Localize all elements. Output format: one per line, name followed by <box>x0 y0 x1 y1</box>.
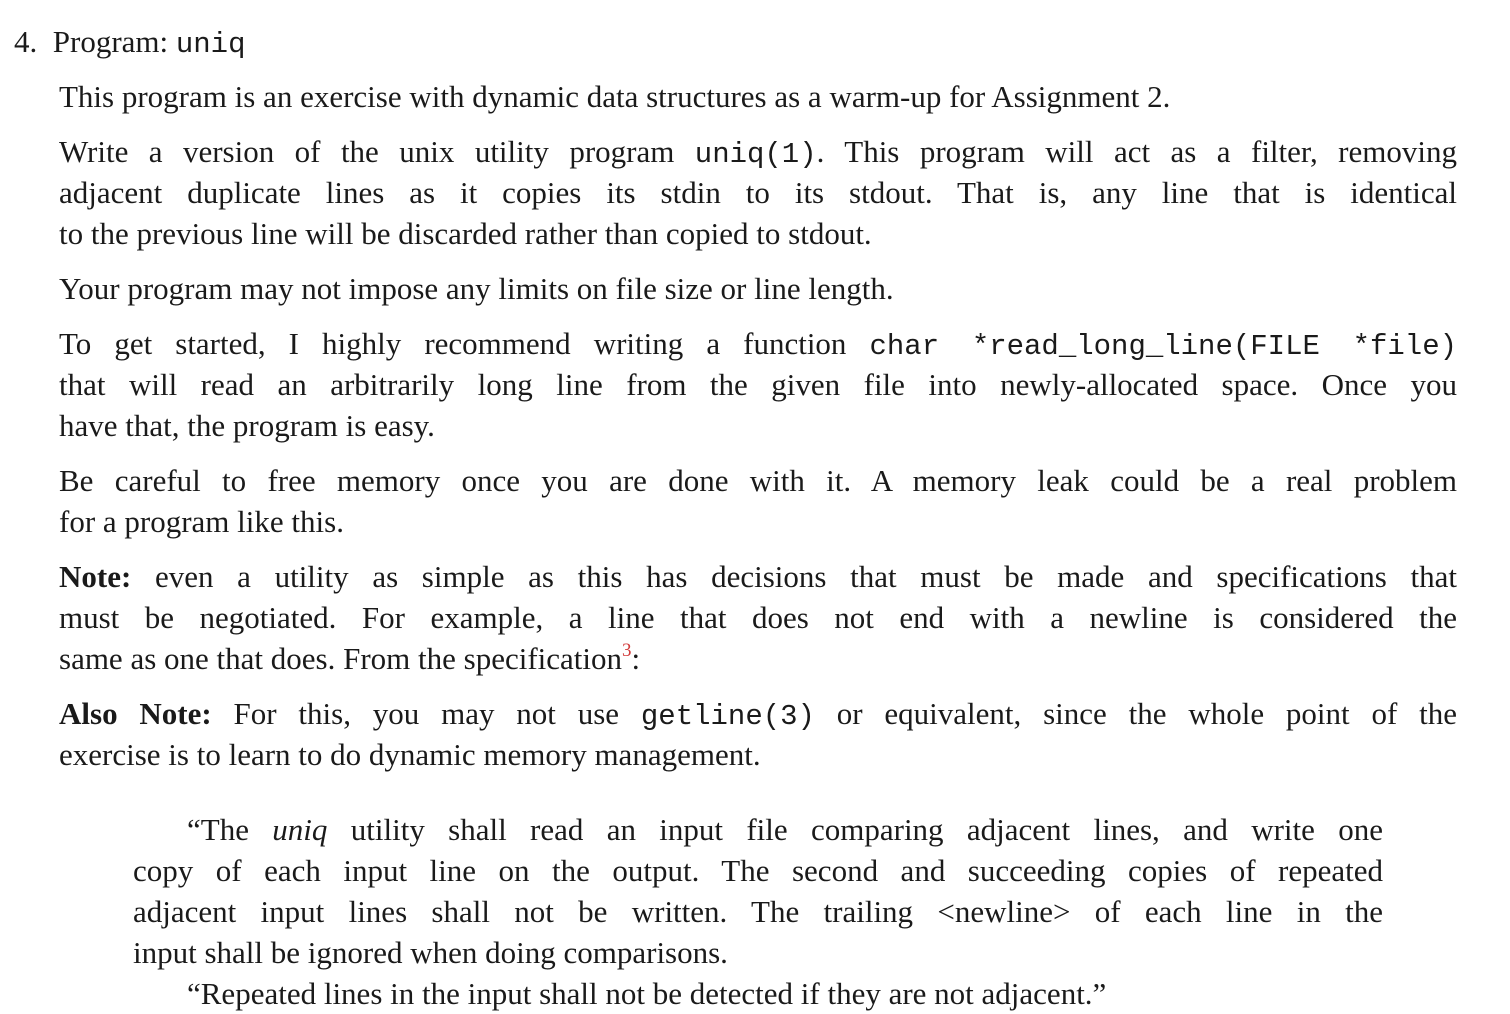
note-line2 <box>59 598 1457 638</box>
quote-line3 <box>133 892 1383 932</box>
also-note-text: or equivalent, since the whole point of the <box>814 696 1457 731</box>
quote-line1 <box>187 810 1383 850</box>
para4-line1 <box>59 324 1457 364</box>
para5-text: Be careful to free memory once you are done with it. A memory leak could be a real problem <box>59 463 1457 498</box>
quote-text: “The <box>187 812 273 847</box>
getline-code: getline(3) <box>640 700 815 733</box>
item-number: 4. <box>14 24 38 59</box>
note-text: must be negotiated. For example, a line that does not end with a newline is considered the <box>59 600 1457 635</box>
para2-line1 <box>59 132 1457 172</box>
note-text: even a utility as simple as this has decisions that must be made and specifications that <box>131 559 1457 594</box>
quote-line5 <box>187 974 1106 1014</box>
note-text: : <box>631 641 641 676</box>
para4-text: that will read an arbitrarily long line from the given file into newly-allocated space. Once you <box>59 367 1457 402</box>
note-text: same as one that does. From the specification <box>59 641 623 676</box>
para2-line3 <box>59 214 1457 254</box>
footnote-marker[interactable]: 3 <box>622 640 632 661</box>
para4-text: have that, the program is easy. <box>59 408 435 443</box>
program-name: uniq <box>175 28 246 61</box>
also-note-text: For this, you may not use <box>211 696 641 731</box>
uniq-italic: uniq <box>272 812 328 847</box>
item-heading <box>14 22 246 62</box>
para2-text: . This program will act as a filter, removing <box>816 134 1457 169</box>
quote-text: copy of each input line on the output. The second and succeeding copies of repeated <box>133 853 1383 888</box>
quote-text: “Repeated lines in the input shall not be detected if they are not adjacent.” <box>187 976 1107 1011</box>
limits-text: Your program may not impose any limits on file size or line length. <box>59 271 894 306</box>
para4-line3 <box>59 406 1457 446</box>
read-long-line-code: char *read_long_line(FILE *file) <box>869 330 1457 363</box>
uniq-code: uniq(1) <box>694 138 817 171</box>
note-line3 <box>59 639 1457 679</box>
item-label: Program: <box>52 24 176 59</box>
quote-text: utility shall read an input file comparing adjacent lines, and write one <box>327 812 1383 847</box>
quote-line4 <box>133 933 1383 973</box>
para5-text: for a program like this. <box>59 504 344 539</box>
intro-paragraph <box>59 77 1457 117</box>
para5-line2 <box>59 502 1457 542</box>
para2-line2 <box>59 173 1457 213</box>
also-note-line2 <box>59 735 1457 775</box>
quote-line2 <box>133 851 1383 891</box>
note-label: Note: <box>59 559 132 594</box>
para5-line1 <box>59 461 1457 501</box>
intro-text: This program is an exercise with dynamic data structures as a warm-up for Assignment 2. <box>59 79 1171 114</box>
para2-text: Write a version of the unix utility program <box>59 134 695 169</box>
para4-text: To get started, I highly recommend writing a function <box>59 326 870 361</box>
quote-text: input shall be ignored when doing comparisons. <box>133 935 728 970</box>
also-note-text: exercise is to learn to do dynamic memory management. <box>59 737 761 772</box>
also-note-label: Also Note: <box>59 696 212 731</box>
para4-line2 <box>59 365 1457 405</box>
also-note-line1 <box>59 694 1457 734</box>
para2-text: to the previous line will be discarded rather than copied to stdout. <box>59 216 872 251</box>
note-line1 <box>59 557 1457 597</box>
quote-text: adjacent input lines shall not be written. The trailing <newline> of each line in the <box>133 894 1383 929</box>
para2-text: adjacent duplicate lines as it copies its stdin to its stdout. That is, any line that is identical <box>59 175 1457 210</box>
limits-paragraph <box>59 269 1457 309</box>
